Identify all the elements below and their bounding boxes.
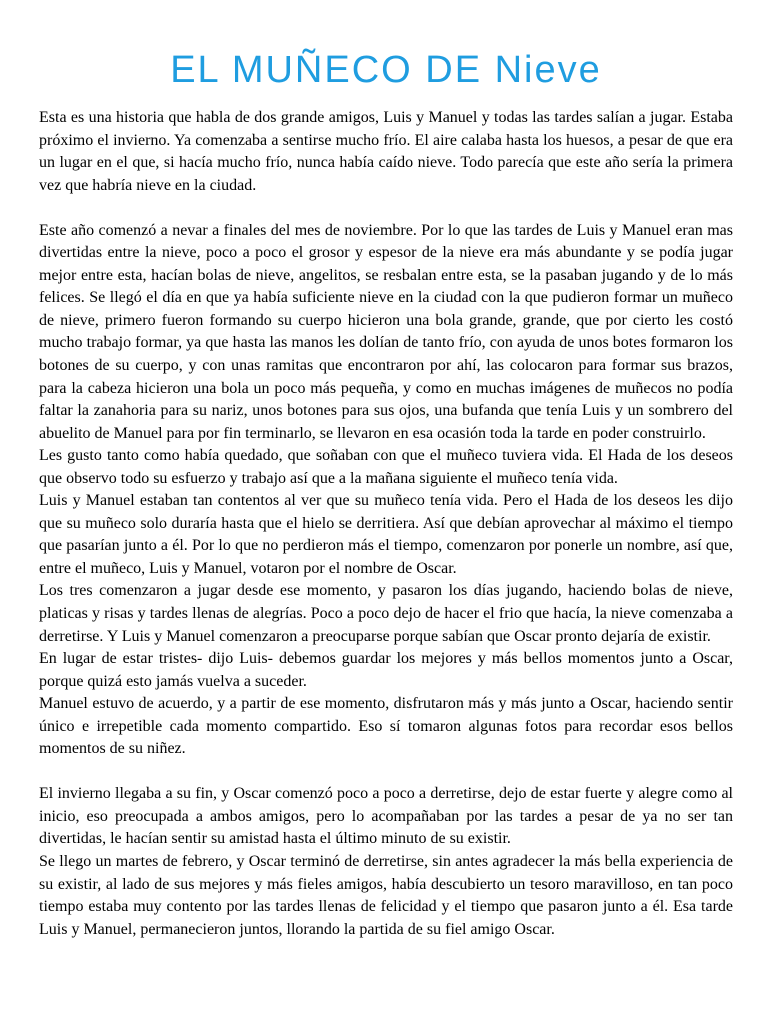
paragraph-wish: Les gusto tanto como había quedado, que soñaban con que el muñeco tuviera vida. El Hada de los deseos que observo todo su esfuerzo y trabajo así que a la mañana siguiente el muñeco tenía vida.: [39, 447, 733, 487]
paragraph-winter-ends: El invierno llegaba a su fin, y Oscar comenzó poco a poco a derretirse, dejo de estar fuerte y alegre como al inicio, eso preocupada a ambos amigos, pero lo acompañaban por las tardes a pesar de ya no ser tan divertidas, le hacían sentir su amistad hasta el último minuto de su existir.: [39, 785, 733, 848]
paragraph-luis-dialogue: En lugar de estar tristes- dijo Luis- debemos guardar los mejores y más bellos momentos junto a Oscar, porque quizá esto jamás vuelva a suceder.: [39, 650, 733, 690]
paragraph-snowman-building: Este año comenzó a nevar a finales del mes de noviembre. Por lo que las tardes de Luis y Manuel eran mas divertidas entre la nieve, poco a poco el grosor y espesor de la nieve era más abundante y se podía jugar mejor entre esta, hacían bolas de nieve, angelitos, se resbalan entre esta, se la pasaban jugando y de lo más felices. Se llegó el día en que ya había suficiente nieve en la ciudad con la que pudieron formar un muñeco de nieve, primero fueron formando su cuerpo hicieron una bola grande, grande, que por cierto les costó mucho trabajo formar, ya que hasta las manos les dolían de tanto frío, con ayuda de unos botes formaron los botones de su cuerpo, y con unas ramitas que encontraron por ahí, las colocaron para formar sus brazos, para la cabeza hicieron una bola un poco más pequeña, y como en muchas imágenes de muñecos no podía faltar la zanahoria para su nariz, unos botones para sus ojos, una bufanda que tenía Luis y un sombrero del abuelito de Manuel para por fin terminarlo, se llevaron en esa ocasión toda la tarde en poder construirlo.: [39, 221, 733, 442]
document-title: EL MUÑECO DE Nieve: [170, 49, 602, 91]
paragraph-farewell: Se llego un martes de febrero, y Oscar terminó de derretirse, sin antes agradecer la más bella experiencia de su existir, al lado de sus mejores y más fieles amigos, había descubierto un tesoro maravilloso, en tan poco tiempo estaba muy contento por las tardes llenas de felicidad y el tiempo que pasaron junto a él. Esa tarde Luis y Manuel, permanecieron juntos, llorando la partida de su fiel amigo Oscar.: [39, 852, 733, 938]
paragraph-intro: Esta es una historia que habla de dos grande amigos, Luis y Manuel y todas las tardes salían a jugar. Estaba próximo el invierno. Ya comenzaba a sentirse mucho frío. El aire calaba hasta los huesos, a pesar de que era un lugar en el que, si hacía mucho frío, nunca había caído nieve. Todo parecía que este año sería la primera vez que habría nieve en la ciudad.: [39, 109, 733, 194]
paragraph-playing: Los tres comenzaron a jugar desde ese momento, y pasaron los días jugando, haciendo bolas de nieve, platicas y risas y tardes llenas de alegrías. Poco a poco dejo de hacer el frio que hacía, la nieve comenzaba a derretirse. Y Luis y Manuel comenzaron a preocuparse porque sabían que Oscar pronto dejaría de existir.: [39, 582, 733, 645]
document-body: [39, 107, 733, 941]
paragraph-manuel-agrees: Manuel estuvo de acuerdo, y a partir de ese momento, disfrutaron más y más junto a Oscar, haciendo sentir único e irrepetible cada momento compartido. Eso sí tomaron algunas fotos para recordar esos bellos momentos de su niñez.: [39, 695, 733, 758]
paragraph-fairy-warning: Luis y Manuel estaban tan contentos al ver que su muñeco tenía vida. Pero el Hada de los deseos les dijo que su muñeco solo duraría hasta que el hielo se derritiera. Así que debían aprovechar al máximo el tiempo que pasarían junto a él. Por lo que no perdieron más el tiempo, comenzaron por ponerle un nombre, así que, entre el muñeco, Luis y Manuel, votaron por el nombre de Oscar.: [39, 492, 733, 577]
